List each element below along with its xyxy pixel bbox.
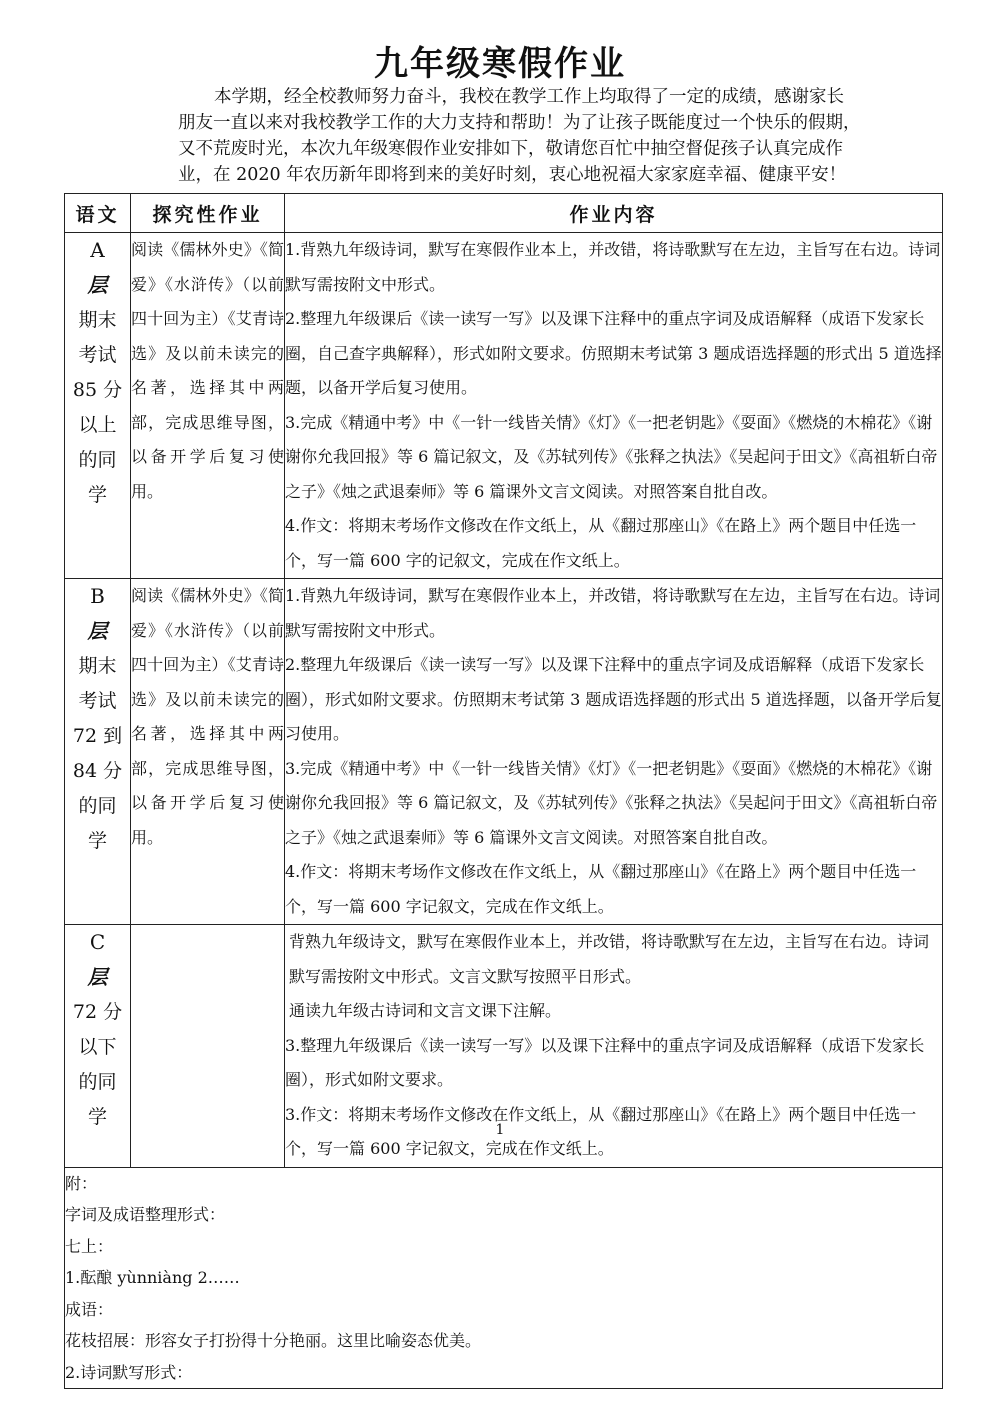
level-desc: 以下 xyxy=(78,1036,117,1058)
header-subject: 语文 xyxy=(65,194,131,233)
table-header-row xyxy=(65,194,943,233)
intro-line: 朋友一直以来对我校教学工作的大力支持和帮助！为了让孩子既能度过一个快乐的假期， xyxy=(178,113,861,133)
page-number: 1 xyxy=(495,1122,505,1138)
level-desc: 考试 xyxy=(78,344,117,366)
level-ceng: 层 xyxy=(87,965,108,989)
level-desc: 学 xyxy=(87,484,107,506)
level-desc: 72 分 xyxy=(72,1001,123,1023)
document-title: 九年级寒假作业 xyxy=(374,44,626,84)
level-desc: 期末 xyxy=(78,655,117,677)
explore-cell-a: 阅读《儒林外史》《简爱》《水浒传》（以前四十回为主）《艾青诗选》及以前未读完的名著，选择其中两部，完成思维导图，以备开学后复习使用。 xyxy=(131,233,285,579)
level-cell-a xyxy=(65,233,131,579)
level-ceng: 层 xyxy=(87,273,108,297)
level-desc: 学 xyxy=(87,1106,107,1128)
intro-line: 本学期，经全校教师努力奋斗，我校在教学工作上均取得了一定的成绩，感谢家长 xyxy=(214,87,844,107)
content-item: 背熟九年级诗文，默写在寒假作业本上，并改错，将诗歌默写在左边，主旨写在右边。诗词默写需按附文中形式。文言文默写按照平日形式。 xyxy=(289,932,930,986)
content-item: 4.作文：将期末考场作文修改在作文纸上，从《翻过那座山》《在路上》两个题目中任选一个，写一篇 600 字记叙文，完成在作文纸上。 xyxy=(285,862,917,916)
level-desc: 考试 xyxy=(78,690,117,712)
appendix-line: 花枝招展：形容女子打扮得十分艳丽。这里比喻姿态优美。 xyxy=(65,1331,482,1350)
level-desc: 以上 xyxy=(78,414,117,436)
content-item: 1.背熟九年级诗词，默写在寒假作业本上，并改错，将诗歌默写在左边，主旨写在右边。诗词默写需按附文中形式。 xyxy=(285,586,941,640)
level-desc: 72 到 xyxy=(72,725,123,747)
appendix-line: 字词及成语整理形式： xyxy=(65,1205,226,1224)
level-ceng: 层 xyxy=(87,619,108,643)
appendix-row xyxy=(65,1167,943,1389)
homework-table xyxy=(64,193,943,1389)
appendix-line: 附： xyxy=(65,1173,98,1193)
content-item: 3.整理九年级课后《读一读写一写》以及课下注释中的重点字词及成语解释（成语下发家长圈），形式如附文要求。 xyxy=(285,1035,925,1089)
level-letter: B xyxy=(90,584,105,608)
content-item: 1.背熟九年级诗词，默写在寒假作业本上，并改错，将诗歌默写在左边，主旨写在右边。诗词默写需按附文中形式。 xyxy=(285,240,941,294)
appendix-line: 2.诗词默写形式： xyxy=(65,1362,193,1382)
level-desc: 期末 xyxy=(78,309,117,331)
level-desc: 84 分 xyxy=(72,760,123,782)
appendix-line: 七上： xyxy=(65,1236,114,1256)
intro-paragraph xyxy=(178,84,868,188)
level-letter: C xyxy=(89,930,106,954)
level-cell-b xyxy=(65,579,131,925)
table-row-a xyxy=(65,233,943,579)
appendix-line: 1.酝酿 yùnniàng 2…… xyxy=(65,1268,240,1287)
level-desc: 的同 xyxy=(78,449,117,471)
content-item: 3.完成《精通中考》中《一针一线皆关情》《灯》《一把老钥匙》《耍面》《燃烧的木棉花》《谢谢你允我回报》等 6 篇记叙文，及《苏轼列传》《张释之执法》《吴起问于田文》《高祖斩白帝之子》《烛之武退秦师》等 6 篇课外文言文阅读。对照答案自批自改。 xyxy=(285,412,938,501)
content-item: 2.整理九年级课后《读一读写一写》以及课下注释中的重点字词及成语解释（成语下发家长圈，自己查字典解释），形式如附文要求。仿照期末考试第 3 题成语选择题的形式出 5 道选择题，以备开学后复习使用。 xyxy=(285,309,942,397)
content-cell-b xyxy=(285,579,943,925)
content-cell-a xyxy=(285,233,943,579)
header-content: 作业内容 xyxy=(285,194,943,233)
header-explore: 探究性作业 xyxy=(131,194,285,233)
explore-cell-b: 阅读《儒林外史》《简爱》《水浒传》（以前四十回为主）《艾青诗选》及以前未读完的名著，选择其中两部，完成思维导图，以备开学后复习使用。 xyxy=(131,579,285,925)
intro-line: 又不荒废时光，本次九年级寒假作业安排如下，敬请您百忙中抽空督促孩子认真完成作 xyxy=(178,139,843,159)
level-desc: 的同 xyxy=(78,795,117,817)
content-item: 通读九年级古诗词和文言文课下注解。 xyxy=(289,1001,562,1020)
table-row-b xyxy=(65,579,943,925)
level-desc: 学 xyxy=(87,830,107,852)
appendix-cell xyxy=(65,1167,943,1389)
appendix-line: 成语： xyxy=(65,1299,114,1319)
intro-line: 业，在 2020 年农历新年即将到来的美好时刻，衷心地祝福大家家庭幸福、健康平安！ xyxy=(178,165,847,185)
level-desc: 85 分 xyxy=(72,379,123,401)
level-desc: 的同 xyxy=(78,1071,117,1093)
content-item: 3.完成《精通中考》中《一针一线皆关情》《灯》《一把老钥匙》《耍面》《燃烧的木棉花》《谢谢你允我回报》等 6 篇记叙文，及《苏轼列传》《张释之执法》《吴起问于田文》《高祖斩白帝之子》《烛之武退秦师》等 6 篇课外文言文阅读。对照答案自批自改。 xyxy=(285,758,938,847)
content-item: 2.整理九年级课后《读一读写一写》以及课下注释中的重点字词及成语解释（成语下发家长圈），形式如附文要求。仿照期末考试第 3 题成语选择题的形式出 5 道选择题，以备开学后复习使用。 xyxy=(285,655,942,743)
level-letter: A xyxy=(90,238,105,262)
content-item: 3.作文：将期末考场作文修改在作文纸上，从《翻过那座山》《在路上》两个题目中任选一个，写一篇 600 字记叙文，完成在作文纸上。 xyxy=(285,1104,917,1158)
content-item: 4.作文：将期末考场作文修改在作文纸上，从《翻过那座山》《在路上》两个题目中任选一个，写一篇 600 字的记叙文，完成在作文纸上。 xyxy=(285,516,917,570)
